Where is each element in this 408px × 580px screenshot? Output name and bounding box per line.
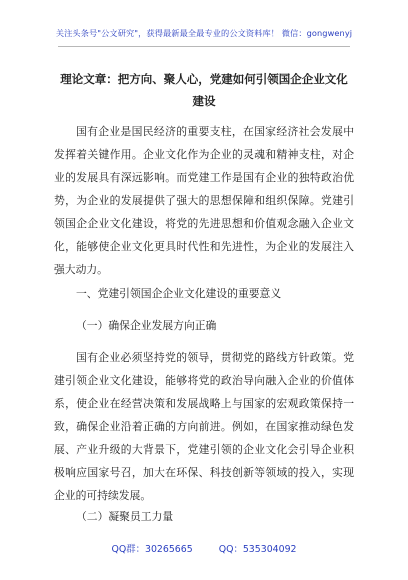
header-banner: 关注头条号"公文研究"，获得最新最全最专业的公文资料库！ 微信：gongwenyj (55, 28, 353, 38)
subsection-2-title: （二）凝聚员工力量 (76, 510, 174, 523)
section-heading-1 (54, 282, 354, 305)
header-divider (58, 46, 350, 47)
footer-qq: QQ：535304092 (218, 544, 297, 555)
paragraph-2: 国有企业必须坚持党的领导，贯彻党的路线方针政策。党建引领企业文化建设，能够将党的政治导向融入企业的价值体系，使企业在经营决策和发展战略上与国家的宏观政策保持一致，确保企业沿着正确的方向前进。例如，在国家推动绿色发展、产业升级的大背景下，党建引领的企业文化会引导企业积极响应国家号召，加大在环保、科技创新等领域的投入，实现企业的可持续发展。 (54, 351, 354, 502)
subsection-heading-2 (54, 505, 354, 528)
paragraph-2-block (54, 346, 354, 507)
subsection-1-title: （一）确保企业发展方向正确 (76, 319, 217, 332)
footer-contact (0, 541, 408, 555)
intro-paragraph: 国有企业是国民经济的重要支柱，在国家经济社会发展中发挥着关键作用。企业文化作为企业的灵魂和精神支柱，对企业的发展具有深远影响。而党建工作是国有企业的独特政治优势，为企业的发展提供了强大的思想保障和组织保障。党建引领国企企业文化建设，将党的先进思想和价值观念融入企业文化，能够使企业文化更具时代性和先进性，为企业的发展注入强大动力。 (54, 125, 354, 276)
document-body (54, 120, 354, 281)
section-1-title: 一、党建引领国企企业文化建设的重要意义 (76, 287, 282, 300)
document-title: 理论文章：把方向、聚人心，党建如何引领国企企业文化建设 (60, 72, 348, 108)
footer-qq-group: QQ群：30265665 (111, 544, 193, 555)
subsection-heading-1 (54, 314, 354, 337)
